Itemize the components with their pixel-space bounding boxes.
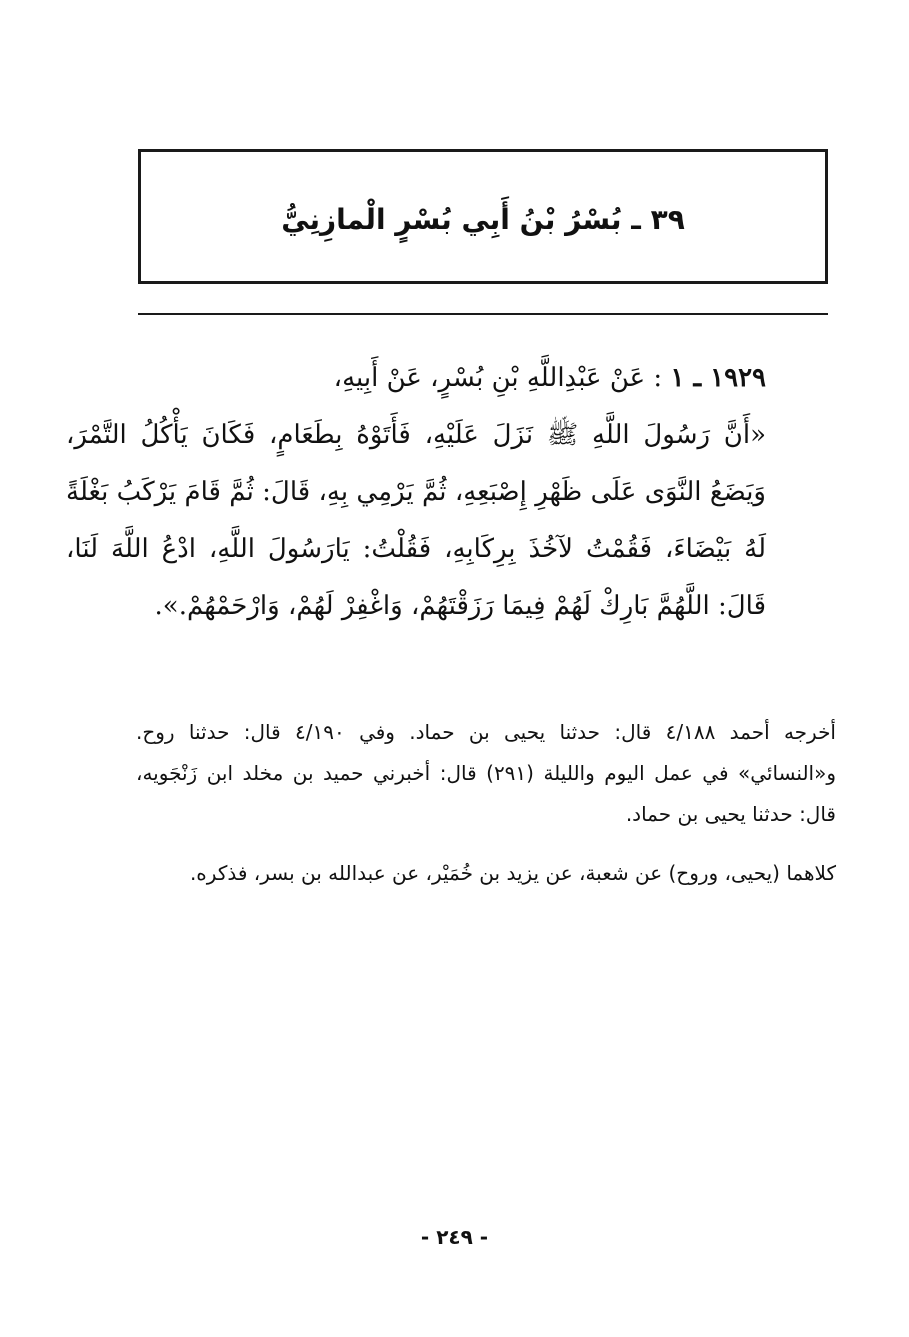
divider-rule bbox=[138, 313, 828, 315]
page-number: - ٢٤٩ - bbox=[420, 1225, 489, 1249]
takhrij-paragraph: كلاهما (يحيى، وروح) عن شعبة، عن يزيد بن خُمَيْر، عن عبدالله بن بسر، فذكره. bbox=[189, 861, 836, 885]
chapter-heading-box bbox=[138, 149, 828, 284]
takhrij-paragraph: أخرجه أحمد ٤/١٨٨ قال: حدثنا يحيى بن حماد. وفي ٤/١٩٠ قال: حدثنا روح. و«النسائي» في عمل اليوم والليلة (٢٩١) قال: أخبرني حميد بن مخلد ابن زَنْجَويه، قال: حدثنا يحيى بن حماد. bbox=[136, 720, 836, 826]
hadith-chain: : عَنْ عَبْدِاللَّهِ بْنِ بُسْرٍ، عَنْ أَبِيهِ، bbox=[333, 363, 663, 393]
takhrij-notes bbox=[136, 712, 836, 912]
hadith-header bbox=[136, 350, 766, 407]
hadith-number: ١٩٢٩ ـ ١ bbox=[670, 363, 766, 393]
hadith-text: «أَنَّ رَسُولَ اللَّهِ ﷺ نَزَلَ عَلَيْهِ، فَأَتَوْهُ بِطَعَامٍ، فَكَانَ يَأْكُلُ التَّمْرَ، وَيَضَعُ النَّوَى عَلَى ظَهْرِ إِصْبَعِهِ، ثُمَّ يَرْمِي بِهِ، قَالَ: ثُمَّ قَامَ يَرْكَبُ بَغْلَةً لَهُ بَيْضَاءَ، فَقُمْتُ لآخُذَ بِرِكَابِهِ، فَقُلْتُ: يَارَسُولَ اللَّهِ، ادْعُ اللَّهَ لَنَا، قَالَ: اللَّهُمَّ بَارِكْ لَهُمْ فِيمَا رَزَقْتَهُمْ، وَاغْفِرْ لَهُمْ، وَارْحَمْهُمْ.». bbox=[66, 420, 766, 621]
hadith-block bbox=[66, 350, 766, 635]
chapter-title: ٣٩ ـ بُسْرُ بْنُ أَبِي بُسْرٍ الْمازِنِيُّ bbox=[281, 203, 685, 236]
